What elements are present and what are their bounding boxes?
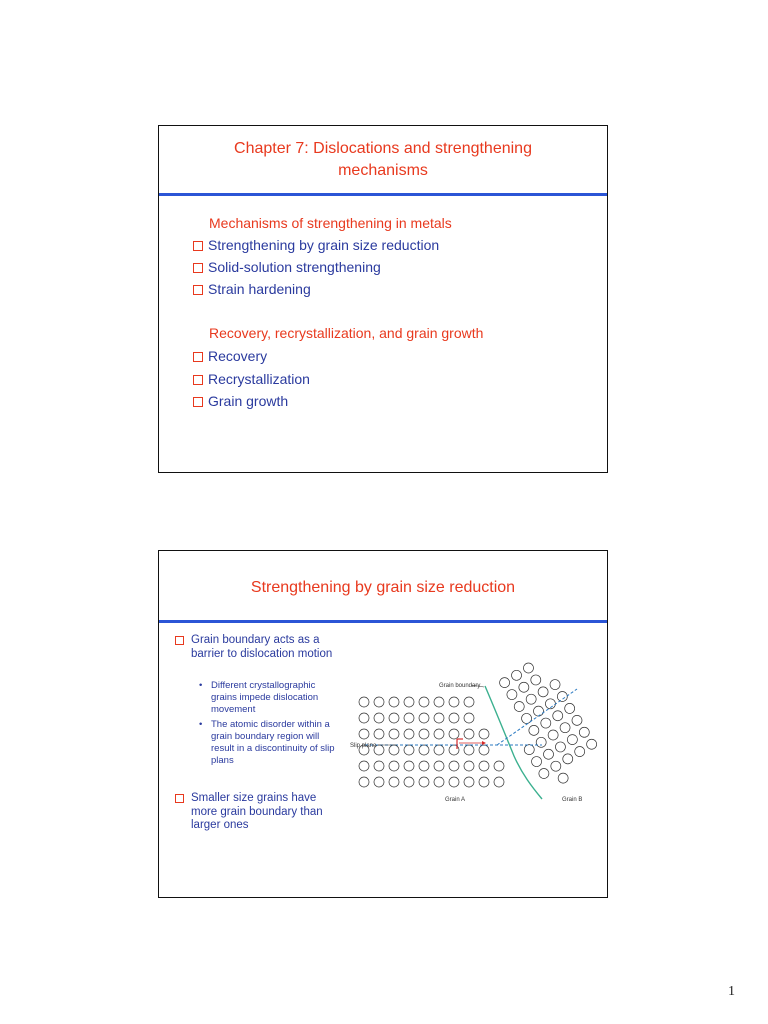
atom [464,729,474,739]
atom [523,663,533,673]
atom [494,777,504,787]
section-heading-recovery: Recovery, recrystallization, and grain growth [209,325,484,341]
atom [449,697,459,707]
atom [389,713,399,723]
atom [434,761,444,771]
slide-1-title-line-1: Chapter 7: Dislocations and strengthening [234,140,532,157]
atom [404,745,414,755]
list-item-label: Grain growth [208,393,289,409]
atom [389,777,399,787]
atom [557,691,567,701]
atom [524,745,534,755]
atom [575,747,585,757]
bullet-grain-boundary [175,634,341,661]
slide-2 [158,550,608,898]
section-heading-strengthening: Mechanisms of strengthening in metals [209,215,452,231]
atom [404,761,414,771]
atom [558,773,568,783]
checkbox-bullet-icon [193,352,203,362]
list-item [193,347,267,365]
atom [550,680,560,690]
atom [548,730,558,740]
atom [359,729,369,739]
atom [567,735,577,745]
atom [507,690,517,700]
atom [389,761,399,771]
grain-boundary-diagram [347,659,603,804]
list-item [193,236,439,254]
sub-bullet-text: The atomic disorder within a grain boundary region will result in a discontinuity of slip plans [211,719,335,766]
list-item [193,280,311,298]
page-number: 1 [728,984,735,999]
atom [404,777,414,787]
grain-boundary-line [485,686,542,799]
atom [479,729,489,739]
atom [359,713,369,723]
atom [359,697,369,707]
atom [389,745,399,755]
list-item-label: Recovery [208,348,268,364]
slip-plane-line-b [497,689,577,745]
atom [587,739,597,749]
atom [374,729,384,739]
atom [359,777,369,787]
atom [533,706,543,716]
atom [514,701,524,711]
atom [532,757,542,767]
atom [529,725,539,735]
atom [419,729,429,739]
title-divider [159,620,607,623]
atom [526,694,536,704]
atom [479,761,489,771]
atom [449,777,459,787]
atom [551,761,561,771]
atom [434,729,444,739]
sub-bullet [199,680,339,716]
atom [449,713,459,723]
bullet-dot-icon: • [199,719,203,730]
list-item-label: Solid-solution strengthening [208,259,381,275]
atom [572,715,582,725]
atom [374,777,384,787]
atom [419,745,429,755]
checkbox-bullet-icon [193,285,203,295]
label-slip-plane: Slip plane [350,743,377,749]
atom [419,761,429,771]
atom [374,697,384,707]
atom [434,713,444,723]
slide-1 [158,125,608,473]
label-grain-a: Grain A [445,797,466,803]
atom [519,682,529,692]
atom [464,713,474,723]
atom [479,745,489,755]
bullet-dot-icon: • [199,680,203,691]
atom-lattice [359,663,597,787]
atom [565,703,575,713]
bullet-text: Grain boundary acts as a barrier to dislocation motion [191,634,333,660]
atom [539,768,549,778]
atom [479,777,489,787]
atom [449,761,459,771]
checkbox-bullet-icon [193,263,203,273]
list-item-label: Strain hardening [208,281,311,297]
atom [434,777,444,787]
checkbox-bullet-icon [175,794,184,803]
list-item [193,370,310,388]
checkbox-bullet-icon [193,375,203,385]
sub-bullet-text: Different crystallographic grains impede dislocation movement [211,680,319,715]
atom [419,697,429,707]
checkbox-bullet-icon [193,241,203,251]
atom [531,675,541,685]
sub-bullet [199,719,339,767]
bullet-text: Smaller size grains have more grain boundary than larger ones [191,792,323,831]
atom [389,697,399,707]
slide-1-title [159,138,607,182]
slide-2-title: Strengthening by grain size reduction [250,579,516,596]
atom [449,729,459,739]
atom [560,723,570,733]
atom [404,697,414,707]
title-divider [159,193,607,196]
atom [464,761,474,771]
label-grain-boundary: Grain boundary [439,683,481,689]
atom [563,754,573,764]
bullet-smaller-grains [175,792,341,833]
atom [419,777,429,787]
atom [404,713,414,723]
atom [464,777,474,787]
atom [541,718,551,728]
atom [374,713,384,723]
atom [536,737,546,747]
atom [500,678,510,688]
checkbox-bullet-icon [193,397,203,407]
atom [579,727,589,737]
list-item [193,392,288,410]
atom [544,749,554,759]
atom [553,711,563,721]
slide-1-title-line-2: mechanisms [338,162,428,179]
atom [538,687,548,697]
atom [434,697,444,707]
atom [404,729,414,739]
list-item [193,258,381,276]
atom [494,761,504,771]
atom [359,761,369,771]
atom [374,761,384,771]
atom [389,729,399,739]
atom [419,713,429,723]
atom [434,745,444,755]
atom [464,745,474,755]
checkbox-bullet-icon [175,636,184,645]
atom [555,742,565,752]
atom [512,670,522,680]
list-item-label: Recrystallization [208,371,310,387]
label-grain-b: Grain B [562,797,583,803]
atom [464,697,474,707]
list-item-label: Strengthening by grain size reduction [208,237,440,253]
